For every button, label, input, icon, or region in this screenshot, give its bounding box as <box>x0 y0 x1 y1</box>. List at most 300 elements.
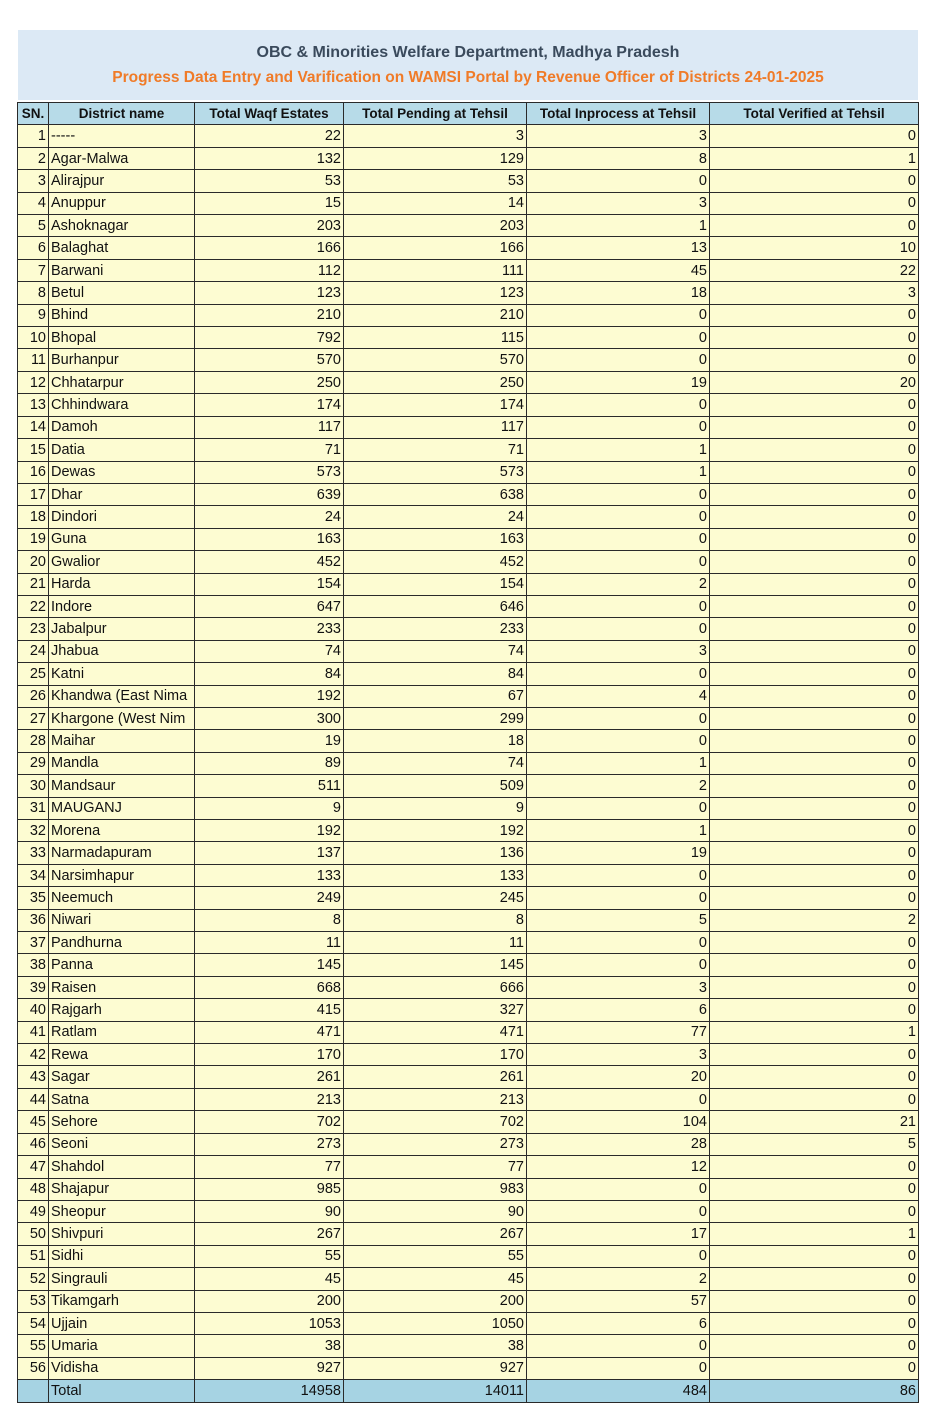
table-row <box>18 1223 919 1245</box>
cell-verified: 0 <box>710 1178 919 1200</box>
cell-pending: 67 <box>344 685 527 707</box>
cell-verified: 0 <box>710 976 919 998</box>
cell-waqf: 300 <box>195 707 344 729</box>
cell-inprocess: 28 <box>527 1133 710 1155</box>
cell-district: Khargone (West Nim <box>49 707 195 729</box>
cell-district: Panna <box>49 954 195 976</box>
cell-inprocess: 0 <box>527 1088 710 1110</box>
cell-sn: 15 <box>18 439 49 461</box>
cell-pending: 570 <box>344 349 527 371</box>
cell-inprocess: 2 <box>527 775 710 797</box>
cell-verified: 0 <box>710 640 919 662</box>
cell-inprocess: 0 <box>527 864 710 886</box>
cell-district: Umaria <box>49 1335 195 1357</box>
cell-waqf: 15 <box>195 192 344 214</box>
cell-verified: 0 <box>710 685 919 707</box>
cell-waqf: 74 <box>195 640 344 662</box>
cell-sn: 9 <box>18 304 49 326</box>
table-row <box>18 170 919 192</box>
cell-sn: 19 <box>18 528 49 550</box>
cell-inprocess: 6 <box>527 999 710 1021</box>
cell-sn: 30 <box>18 775 49 797</box>
cell-pending: 299 <box>344 707 527 729</box>
cell-inprocess: 0 <box>527 170 710 192</box>
cell-waqf: 250 <box>195 371 344 393</box>
total-pending: 14011 <box>344 1380 527 1402</box>
cell-pending: 702 <box>344 1111 527 1133</box>
table-row <box>18 394 919 416</box>
cell-verified: 0 <box>710 932 919 954</box>
cell-pending: 1050 <box>344 1312 527 1334</box>
cell-verified: 0 <box>710 416 919 438</box>
table-row <box>18 707 919 729</box>
table-row <box>18 618 919 640</box>
cell-district: Pandhurna <box>49 932 195 954</box>
cell-sn: 43 <box>18 1066 49 1088</box>
cell-sn: 6 <box>18 237 49 259</box>
cell-pending: 509 <box>344 775 527 797</box>
cell-sn: 44 <box>18 1088 49 1110</box>
cell-waqf: 137 <box>195 842 344 864</box>
cell-sn: 20 <box>18 551 49 573</box>
cell-verified: 0 <box>710 1335 919 1357</box>
cell-sn: 36 <box>18 909 49 931</box>
cell-pending: 111 <box>344 259 527 281</box>
cell-verified: 0 <box>710 125 919 147</box>
cell-pending: 267 <box>344 1223 527 1245</box>
table-row <box>18 551 919 573</box>
cell-inprocess: 45 <box>527 259 710 281</box>
table-row <box>18 461 919 483</box>
cell-inprocess: 0 <box>527 528 710 550</box>
cell-inprocess: 1 <box>527 461 710 483</box>
table-row <box>18 215 919 237</box>
cell-sn: 33 <box>18 842 49 864</box>
cell-verified: 0 <box>710 999 919 1021</box>
cell-inprocess: 0 <box>527 707 710 729</box>
cell-pending: 573 <box>344 461 527 483</box>
cell-pending: 170 <box>344 1044 527 1066</box>
cell-sn: 11 <box>18 349 49 371</box>
cell-inprocess: 8 <box>527 147 710 169</box>
table-row <box>18 125 919 147</box>
cell-pending: 136 <box>344 842 527 864</box>
cell-waqf: 117 <box>195 416 344 438</box>
cell-waqf: 647 <box>195 595 344 617</box>
cell-verified: 1 <box>710 1021 919 1043</box>
cell-waqf: 132 <box>195 147 344 169</box>
cell-sn: 21 <box>18 573 49 595</box>
cell-waqf: 273 <box>195 1133 344 1155</box>
cell-verified: 1 <box>710 1223 919 1245</box>
cell-pending: 166 <box>344 237 527 259</box>
table-row <box>18 954 919 976</box>
cell-waqf: 267 <box>195 1223 344 1245</box>
cell-inprocess: 3 <box>527 192 710 214</box>
cell-sn: 7 <box>18 259 49 281</box>
cell-verified: 0 <box>710 820 919 842</box>
cell-inprocess: 0 <box>527 304 710 326</box>
cell-sn: 54 <box>18 1312 49 1334</box>
table-row <box>18 506 919 528</box>
cell-sn: 42 <box>18 1044 49 1066</box>
cell-verified: 0 <box>710 797 919 819</box>
table-row <box>18 483 919 505</box>
cell-sn: 4 <box>18 192 49 214</box>
cell-verified: 0 <box>710 573 919 595</box>
cell-inprocess: 0 <box>527 1200 710 1222</box>
cell-inprocess: 0 <box>527 1178 710 1200</box>
cell-waqf: 452 <box>195 551 344 573</box>
cell-waqf: 200 <box>195 1290 344 1312</box>
table-row <box>18 775 919 797</box>
cell-inprocess: 19 <box>527 371 710 393</box>
cell-verified: 0 <box>710 663 919 685</box>
cell-sn: 52 <box>18 1268 49 1290</box>
cell-district: Sagar <box>49 1066 195 1088</box>
total-row <box>18 1380 919 1402</box>
table-row <box>18 192 919 214</box>
table-row <box>18 685 919 707</box>
cell-sn: 46 <box>18 1133 49 1155</box>
cell-waqf: 261 <box>195 1066 344 1088</box>
cell-sn: 31 <box>18 797 49 819</box>
cell-waqf: 249 <box>195 887 344 909</box>
cell-inprocess: 18 <box>527 282 710 304</box>
cell-district: Mandla <box>49 752 195 774</box>
cell-pending: 233 <box>344 618 527 640</box>
cell-verified: 5 <box>710 1133 919 1155</box>
cell-district: Sidhi <box>49 1245 195 1267</box>
cell-inprocess: 3 <box>527 1044 710 1066</box>
cell-district: Narmadapuram <box>49 842 195 864</box>
table-row <box>18 595 919 617</box>
cell-verified: 0 <box>710 618 919 640</box>
cell-sn: 16 <box>18 461 49 483</box>
cell-pending: 203 <box>344 215 527 237</box>
cell-waqf: 792 <box>195 327 344 349</box>
cell-waqf: 210 <box>195 304 344 326</box>
cell-district: Gwalior <box>49 551 195 573</box>
cell-pending: 327 <box>344 999 527 1021</box>
cell-district: Narsimhapur <box>49 864 195 886</box>
cell-waqf: 55 <box>195 1245 344 1267</box>
cell-pending: 245 <box>344 887 527 909</box>
cell-sn: 23 <box>18 618 49 640</box>
cell-sn: 45 <box>18 1111 49 1133</box>
total-verified: 86 <box>710 1380 919 1402</box>
cell-waqf: 511 <box>195 775 344 797</box>
cell-inprocess: 0 <box>527 887 710 909</box>
cell-inprocess: 1 <box>527 752 710 774</box>
cell-district: Khandwa (East Nima <box>49 685 195 707</box>
cell-pending: 11 <box>344 932 527 954</box>
table-row <box>18 730 919 752</box>
cell-inprocess: 0 <box>527 327 710 349</box>
cell-pending: 273 <box>344 1133 527 1155</box>
cell-district: Morena <box>49 820 195 842</box>
table-row <box>18 1245 919 1267</box>
cell-waqf: 668 <box>195 976 344 998</box>
cell-pending: 123 <box>344 282 527 304</box>
cell-sn: 17 <box>18 483 49 505</box>
cell-pending: 452 <box>344 551 527 573</box>
cell-inprocess: 104 <box>527 1111 710 1133</box>
table-body <box>18 125 919 1380</box>
cell-verified: 0 <box>710 752 919 774</box>
table-row <box>18 1178 919 1200</box>
cell-district: Sheopur <box>49 1200 195 1222</box>
cell-sn: 48 <box>18 1178 49 1200</box>
cell-district: Betul <box>49 282 195 304</box>
cell-pending: 77 <box>344 1156 527 1178</box>
cell-sn: 49 <box>18 1200 49 1222</box>
cell-pending: 74 <box>344 640 527 662</box>
cell-waqf: 112 <box>195 259 344 281</box>
cell-verified: 0 <box>710 595 919 617</box>
cell-sn: 24 <box>18 640 49 662</box>
cell-pending: 18 <box>344 730 527 752</box>
cell-waqf: 90 <box>195 1200 344 1222</box>
cell-verified: 0 <box>710 483 919 505</box>
cell-inprocess: 0 <box>527 663 710 685</box>
cell-verified: 0 <box>710 842 919 864</box>
cell-district: Indore <box>49 595 195 617</box>
cell-pending: 8 <box>344 909 527 931</box>
cell-waqf: 170 <box>195 1044 344 1066</box>
cell-district: Rewa <box>49 1044 195 1066</box>
cell-waqf: 203 <box>195 215 344 237</box>
cell-waqf: 192 <box>195 685 344 707</box>
cell-verified: 0 <box>710 775 919 797</box>
cell-sn: 38 <box>18 954 49 976</box>
cell-waqf: 38 <box>195 1335 344 1357</box>
cell-pending: 129 <box>344 147 527 169</box>
cell-sn: 27 <box>18 707 49 729</box>
cell-pending: 9 <box>344 797 527 819</box>
cell-district: Datia <box>49 439 195 461</box>
table-row <box>18 1021 919 1043</box>
cell-district: Jabalpur <box>49 618 195 640</box>
cell-verified: 0 <box>710 461 919 483</box>
table-row <box>18 1200 919 1222</box>
cell-pending: 74 <box>344 752 527 774</box>
cell-pending: 192 <box>344 820 527 842</box>
cell-district: Alirajpur <box>49 170 195 192</box>
cell-district: Katni <box>49 663 195 685</box>
table-row <box>18 976 919 998</box>
table-row <box>18 1357 919 1379</box>
cell-pending: 117 <box>344 416 527 438</box>
cell-inprocess: 2 <box>527 1268 710 1290</box>
cell-waqf: 24 <box>195 506 344 528</box>
table-row <box>18 999 919 1021</box>
cell-district: Bhopal <box>49 327 195 349</box>
cell-district: Raisen <box>49 976 195 998</box>
cell-sn: 8 <box>18 282 49 304</box>
cell-pending: 213 <box>344 1088 527 1110</box>
cell-verified: 0 <box>710 1245 919 1267</box>
cell-verified: 0 <box>710 1268 919 1290</box>
cell-waqf: 8 <box>195 909 344 931</box>
cell-verified: 21 <box>710 1111 919 1133</box>
cell-district: Barwani <box>49 259 195 281</box>
cell-waqf: 22 <box>195 125 344 147</box>
cell-pending: 154 <box>344 573 527 595</box>
cell-waqf: 573 <box>195 461 344 483</box>
cell-waqf: 133 <box>195 864 344 886</box>
cell-inprocess: 2 <box>527 573 710 595</box>
cell-waqf: 123 <box>195 282 344 304</box>
cell-waqf: 702 <box>195 1111 344 1133</box>
cell-district: Agar-Malwa <box>49 147 195 169</box>
cell-district: Harda <box>49 573 195 595</box>
cell-pending: 261 <box>344 1066 527 1088</box>
cell-district: Guna <box>49 528 195 550</box>
cell-sn: 32 <box>18 820 49 842</box>
table-row <box>18 1044 919 1066</box>
cell-pending: 90 <box>344 1200 527 1222</box>
cell-waqf: 45 <box>195 1268 344 1290</box>
cell-verified: 0 <box>710 170 919 192</box>
cell-inprocess: 12 <box>527 1156 710 1178</box>
cell-inprocess: 13 <box>527 237 710 259</box>
cell-waqf: 11 <box>195 932 344 954</box>
cell-pending: 53 <box>344 170 527 192</box>
cell-verified: 0 <box>710 1290 919 1312</box>
cell-verified: 0 <box>710 1044 919 1066</box>
table-row <box>18 932 919 954</box>
table-row <box>18 304 919 326</box>
table-row <box>18 1066 919 1088</box>
cell-waqf: 89 <box>195 752 344 774</box>
cell-verified: 1 <box>710 147 919 169</box>
cell-verified: 0 <box>710 327 919 349</box>
cell-pending: 71 <box>344 439 527 461</box>
cell-waqf: 415 <box>195 999 344 1021</box>
cell-waqf: 84 <box>195 663 344 685</box>
cell-pending: 666 <box>344 976 527 998</box>
cell-verified: 0 <box>710 1357 919 1379</box>
cell-verified: 0 <box>710 394 919 416</box>
cell-pending: 145 <box>344 954 527 976</box>
cell-district: Mandsaur <box>49 775 195 797</box>
cell-waqf: 154 <box>195 573 344 595</box>
table-row <box>18 1290 919 1312</box>
cell-verified: 20 <box>710 371 919 393</box>
table-row <box>18 1111 919 1133</box>
cell-inprocess: 20 <box>527 1066 710 1088</box>
cell-sn: 55 <box>18 1335 49 1357</box>
cell-district: Bhind <box>49 304 195 326</box>
cell-pending: 84 <box>344 663 527 685</box>
column-header-district: District name <box>49 103 195 125</box>
cell-sn: 35 <box>18 887 49 909</box>
column-header-inprocess: Total Inprocess at Tehsil <box>527 103 710 125</box>
cell-pending: 3 <box>344 125 527 147</box>
cell-pending: 45 <box>344 1268 527 1290</box>
cell-inprocess: 3 <box>527 976 710 998</box>
cell-district: Ashoknagar <box>49 215 195 237</box>
cell-sn: 41 <box>18 1021 49 1043</box>
cell-district: Ratlam <box>49 1021 195 1043</box>
cell-pending: 163 <box>344 528 527 550</box>
table-row <box>18 820 919 842</box>
cell-district: Sehore <box>49 1111 195 1133</box>
cell-waqf: 163 <box>195 528 344 550</box>
table-row <box>18 1088 919 1110</box>
cell-district: Ujjain <box>49 1312 195 1334</box>
cell-inprocess: 3 <box>527 125 710 147</box>
table-row <box>18 371 919 393</box>
total-sn <box>18 1380 49 1402</box>
cell-pending: 38 <box>344 1335 527 1357</box>
cell-district: Dhar <box>49 483 195 505</box>
cell-sn: 2 <box>18 147 49 169</box>
cell-sn: 10 <box>18 327 49 349</box>
report-subtitle: Progress Data Entry and Varification on WAMSI Portal by Revenue Officer of Districts 24-01-2025 <box>112 69 824 86</box>
cell-inprocess: 3 <box>527 640 710 662</box>
cell-sn: 14 <box>18 416 49 438</box>
cell-sn: 39 <box>18 976 49 998</box>
cell-verified: 0 <box>710 215 919 237</box>
cell-inprocess: 5 <box>527 909 710 931</box>
cell-district: Shivpuri <box>49 1223 195 1245</box>
table-row <box>18 1133 919 1155</box>
table-header-row <box>18 103 919 125</box>
cell-verified: 0 <box>710 349 919 371</box>
column-header-sn: SN. <box>18 103 49 125</box>
cell-district: Dewas <box>49 461 195 483</box>
cell-district: Burhanpur <box>49 349 195 371</box>
cell-inprocess: 19 <box>527 842 710 864</box>
cell-district: Dindori <box>49 506 195 528</box>
cell-sn: 13 <box>18 394 49 416</box>
cell-waqf: 53 <box>195 170 344 192</box>
table-row <box>18 1156 919 1178</box>
cell-waqf: 1053 <box>195 1312 344 1334</box>
cell-district: Balaghat <box>49 237 195 259</box>
cell-district: Singrauli <box>49 1268 195 1290</box>
table-row <box>18 640 919 662</box>
cell-inprocess: 1 <box>527 820 710 842</box>
cell-inprocess: 0 <box>527 595 710 617</box>
cell-verified: 0 <box>710 192 919 214</box>
total-waqf: 14958 <box>195 1380 344 1402</box>
cell-pending: 210 <box>344 304 527 326</box>
cell-pending: 14 <box>344 192 527 214</box>
cell-verified: 0 <box>710 730 919 752</box>
cell-waqf: 77 <box>195 1156 344 1178</box>
cell-sn: 56 <box>18 1357 49 1379</box>
report-header <box>18 30 918 100</box>
cell-inprocess: 57 <box>527 1290 710 1312</box>
report-title: OBC & Minorities Welfare Department, Madhya Pradesh <box>256 44 680 61</box>
table-row <box>18 439 919 461</box>
cell-pending: 174 <box>344 394 527 416</box>
district-progress-table <box>17 102 919 1403</box>
cell-sn: 40 <box>18 999 49 1021</box>
cell-inprocess: 77 <box>527 1021 710 1043</box>
cell-sn: 18 <box>18 506 49 528</box>
cell-inprocess: 0 <box>527 1335 710 1357</box>
cell-district: Anuppur <box>49 192 195 214</box>
cell-sn: 37 <box>18 932 49 954</box>
cell-district: Maihar <box>49 730 195 752</box>
column-header-waqf: Total Waqf Estates <box>195 103 344 125</box>
cell-inprocess: 0 <box>527 954 710 976</box>
cell-district: Damoh <box>49 416 195 438</box>
